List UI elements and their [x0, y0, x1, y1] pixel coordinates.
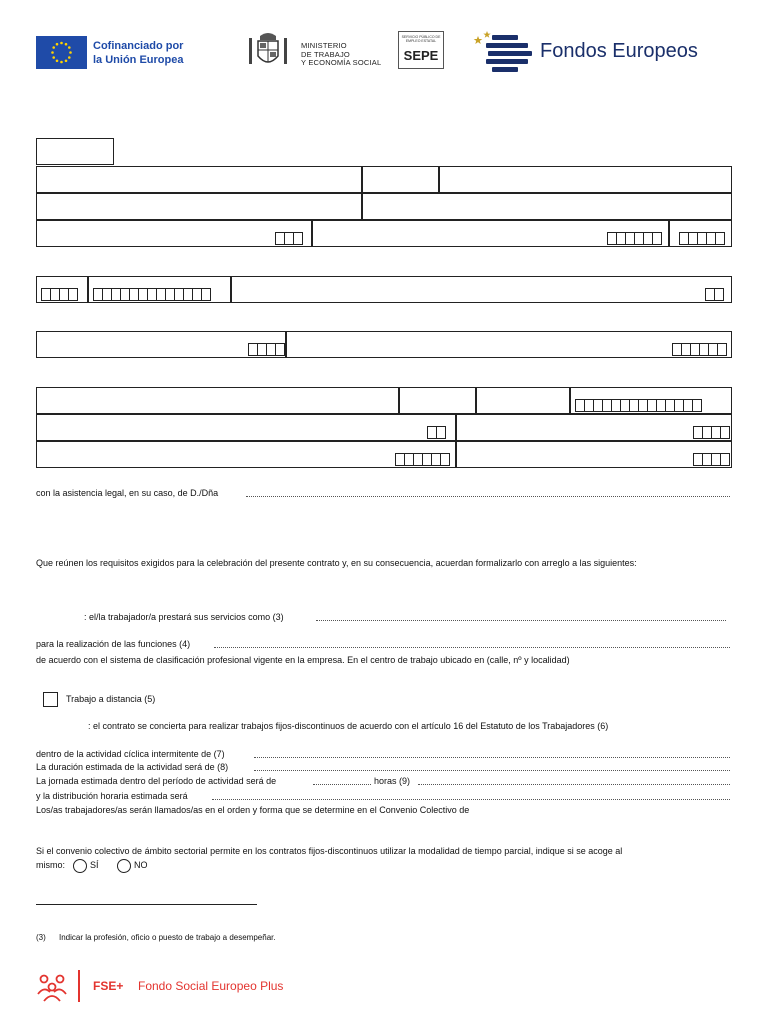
part-time-text-2: mismo: [36, 860, 65, 870]
duration-text: La duración estimada de la actividad será de (8) [36, 762, 229, 772]
form-field-box[interactable] [36, 414, 456, 441]
functions-text: para la realización de las funciones (4) [36, 639, 191, 649]
fill-line[interactable] [418, 784, 730, 785]
character-cells[interactable] [705, 288, 724, 301]
ministry-line-2: DE TRABAJO [301, 49, 350, 59]
form-field-box[interactable] [399, 387, 476, 414]
ministry-line-3: Y ECONOMÍA SOCIAL [301, 58, 382, 67]
form-field-box[interactable] [439, 166, 732, 193]
sepe-small-text: SERVICIO PÚBLICO DE EMPLEO ESTATAL [401, 35, 441, 43]
sepe-text: SEPE [403, 48, 439, 63]
coat-of-arms-icon [246, 30, 290, 70]
fill-line[interactable] [246, 496, 730, 497]
assistance-text: con la asistencia legal, en su caso, de D./Dña [36, 488, 219, 498]
form-field-box[interactable] [36, 276, 88, 303]
fill-line[interactable] [214, 647, 730, 648]
character-cells[interactable] [693, 453, 730, 466]
character-cells[interactable] [427, 426, 446, 439]
no-radio[interactable] [117, 859, 131, 873]
hours-text: La jornada estimada dentro del período de actividad será de [36, 776, 277, 786]
fse-people-icon [36, 972, 68, 1002]
ministry-text [301, 42, 381, 68]
character-cells[interactable] [93, 288, 211, 301]
services-text: : el/la trabajador/a prestará sus servicios como (3) [84, 612, 284, 622]
form-field-box[interactable] [362, 193, 732, 220]
remote-work-label: Trabajo a distancia (5) [66, 694, 156, 704]
hours-suffix-text: horas (9) [374, 776, 411, 786]
form-field-box[interactable] [36, 441, 456, 468]
cyclic-activity-text: dentro de la actividad cíclica intermitente de (7) [36, 749, 225, 759]
distribution-text: y la distribución horaria estimada será [36, 791, 188, 801]
character-cells[interactable] [248, 343, 285, 356]
form-field-box[interactable] [456, 414, 732, 441]
form-field-box[interactable] [36, 138, 114, 165]
character-cells[interactable] [607, 232, 662, 245]
footnote-text: Indicar la profesión, oficio o puesto de trabajo a desempeñar. [59, 933, 276, 942]
part-time-text: Si el convenio colectivo de ámbito sectorial permite en los contratos fijos-discontinuos utilizar la modalidad de tiempo parcial, indique si se acoge al [36, 846, 623, 856]
fill-line[interactable] [316, 620, 726, 621]
requirements-text: Que reúnen los requisitos exigidos para la celebración del presente contrato y, en su consecuencia, acuerdan formalizarlo con arreglo a las siguientes: [36, 558, 637, 568]
form-field-box[interactable] [36, 166, 362, 193]
yes-radio[interactable] [73, 859, 87, 873]
eu-cofinancing-text [93, 39, 183, 67]
character-cells[interactable] [693, 426, 730, 439]
sepe-logo [398, 31, 444, 69]
character-cells[interactable] [41, 288, 78, 301]
character-cells[interactable] [275, 232, 303, 245]
fill-line[interactable] [254, 770, 730, 771]
fixed-discontinuous-text: : el contrato se concierta para realizar trabajos fijos-discontinuos de acuerdo con el artículo 16 del Estatuto de los Trabajadores (6) [88, 721, 609, 731]
character-cells[interactable] [575, 399, 702, 412]
form-field-box[interactable] [231, 276, 732, 303]
character-cells[interactable] [679, 232, 725, 245]
character-cells[interactable] [395, 453, 450, 466]
fse-plus-label: FSE+ [93, 979, 124, 993]
form-field-box[interactable] [476, 387, 570, 414]
footnote-divider [36, 904, 257, 905]
ministry-line-1: MINISTERIO [301, 41, 347, 50]
form-field-box[interactable] [669, 220, 732, 247]
form-field-box[interactable] [286, 331, 732, 358]
fondos-europeos-text: Fondos Europeos [540, 40, 698, 62]
called-text: Los/as trabajadores/as serán llamados/as en el orden y forma que se determine en el Convenio Colectivo de [36, 805, 470, 815]
form-field-box[interactable] [36, 331, 286, 358]
footnote-number: (3) [36, 933, 46, 942]
eu-line-2: la Unión Europea [93, 54, 184, 66]
character-cells[interactable] [672, 343, 727, 356]
form-field-box[interactable] [456, 441, 732, 468]
fondos-europeos-icon [472, 30, 534, 72]
footer-separator [78, 970, 80, 1002]
form-field-box[interactable] [362, 166, 439, 193]
form-field-box[interactable] [36, 220, 312, 247]
form-field-box[interactable] [570, 387, 732, 414]
eu-line-1: Cofinanciado por [93, 40, 184, 52]
classification-text: de acuerdo con el sistema de clasificación profesional vigente en la empresa. En el centro de trabajo ubicado en (calle, nº y localidad) [36, 655, 570, 665]
fse-name-text: Fondo Social Europeo Plus [138, 979, 284, 993]
form-field-box[interactable] [36, 387, 399, 414]
eu-flag-icon [36, 36, 87, 69]
remote-work-checkbox[interactable] [43, 692, 58, 707]
fill-line[interactable] [212, 799, 730, 800]
yes-label: SÍ [90, 860, 99, 870]
form-field-box[interactable] [312, 220, 669, 247]
hours-fill-line[interactable] [313, 784, 371, 785]
fill-line[interactable] [254, 757, 730, 758]
form-field-box[interactable] [36, 193, 362, 220]
no-label: NO [134, 860, 148, 870]
form-field-box[interactable] [88, 276, 231, 303]
